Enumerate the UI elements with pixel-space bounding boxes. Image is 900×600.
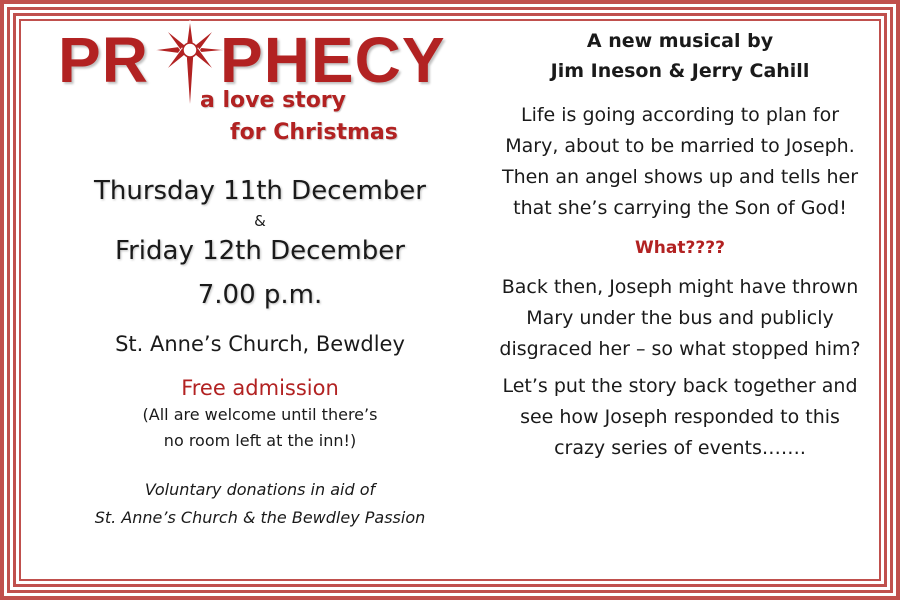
what-exclamation: What???? [635,238,725,258]
admission-note-line1: (All are welcome until there’s [142,405,378,424]
donation-note [40,476,480,532]
byline-line1: A new musical by [586,30,774,52]
logo-tagline-line2: for Christmas [230,120,398,145]
event-time: 7.00 p.m. [197,280,323,310]
event-venue: St. Anne’s Church, Bewdley [115,332,405,356]
story-paragraph-3: Let’s put the story back together and see how Joseph responded to this crazy series of events……. [502,375,858,459]
donation-line1: Voluntary donations in aid of [144,480,376,499]
story-paragraph-1: Life is going according to plan for Mary, about to be married to Joseph. Then an angel shows up and tells her that she’s carrying the Son of God! [501,104,859,219]
donation-line2: St. Anne’s Church & the Bewdley Passion [94,508,426,527]
prophecy-logo [40,26,480,176]
logo-title-part2: PHECY [220,24,446,96]
event-details-column [40,26,480,532]
description-column [498,26,862,464]
event-info [40,176,480,532]
byline-line2: Jim Ineson & Jerry Cahill [550,60,810,82]
logo-title-part1: PR [58,24,149,96]
date-ampersand: & [254,212,266,230]
date-first: Thursday 11th December [93,176,426,206]
date-second: Friday 12th December [115,236,405,266]
admission-label: Free admission [181,376,339,400]
admission-note-line2: no room left at the inn!) [163,431,357,450]
logo-tagline-line1: a love story [200,88,346,113]
story-paragraph-2: Back then, Joseph might have thrown Mary under the bus and publicly disgraced her – so what stopped him? [499,276,861,360]
